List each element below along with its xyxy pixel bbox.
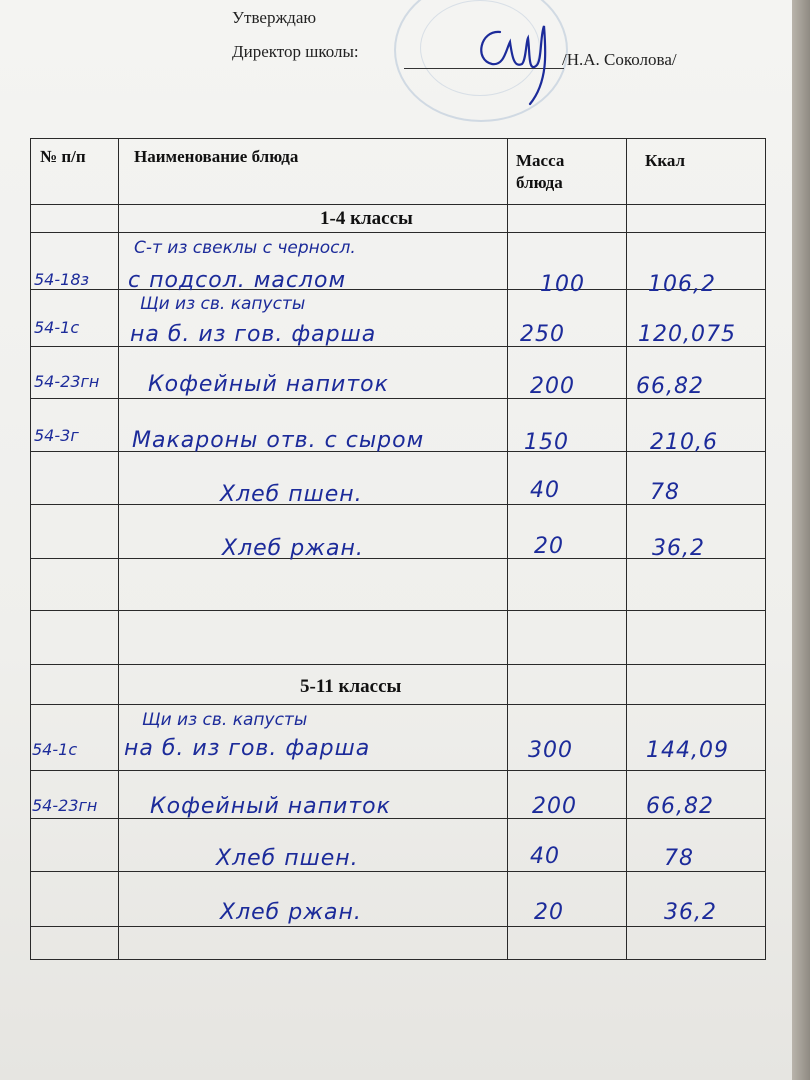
- dish-name: Макароны отв. с сыром: [132, 428, 425, 453]
- dish-name: Хлеб пшен.: [216, 846, 359, 871]
- dish-mass: 20: [534, 534, 564, 559]
- dish-mass: 20: [534, 900, 564, 925]
- dish-name-line2: с подсол. маслом: [128, 268, 347, 293]
- dish-code: 54-18з: [34, 270, 89, 289]
- row-line: [30, 610, 766, 611]
- dish-name: Хлеб ржан.: [222, 536, 364, 561]
- header-dish-name: Наименование блюда: [134, 147, 299, 166]
- approve-label: Утверждаю: [232, 8, 317, 27]
- director-label: Директор школы:: [232, 42, 359, 61]
- col-divider-mass: [626, 138, 627, 960]
- dish-mass: 40: [530, 844, 560, 869]
- row-line: [30, 232, 766, 233]
- dish-kcal: 78: [664, 846, 694, 871]
- dish-name: Хлеб пшен.: [220, 482, 363, 507]
- dish-kcal: 210,6: [650, 430, 718, 455]
- dish-mass: 100: [540, 272, 585, 297]
- dish-kcal: 120,075: [638, 322, 736, 347]
- row-line: [30, 704, 766, 705]
- dish-code: 54-23гн: [32, 796, 98, 815]
- dish-code: 54-3г: [34, 426, 79, 445]
- table-border-right: [765, 138, 766, 960]
- dish-name-line1: Щи из св. капусты: [142, 710, 308, 730]
- dish-kcal: 66,82: [646, 794, 714, 819]
- dish-code: 54-1с: [32, 740, 78, 759]
- dish-kcal: 78: [650, 480, 680, 505]
- dish-mass: 150: [524, 430, 569, 455]
- dish-name-line2: на б. из гов. фарша: [124, 736, 371, 761]
- row-line: [30, 770, 766, 771]
- dish-mass: 200: [530, 374, 575, 399]
- header-dish-mass: Масса блюда: [516, 151, 565, 192]
- dish-kcal: 36,2: [664, 900, 717, 925]
- dish-mass: 300: [528, 738, 573, 763]
- dish-name-line2: на б. из гов. фарша: [130, 322, 377, 347]
- section-title-grades-5-11: 5-11 классы: [300, 676, 402, 697]
- row-line: [30, 204, 766, 205]
- row-line: [30, 138, 766, 139]
- dish-kcal: 66,82: [636, 374, 704, 399]
- dish-mass: 40: [530, 478, 560, 503]
- dish-name: Кофейный напиток: [150, 794, 391, 819]
- section-title-grades-1-4: 1-4 классы: [320, 208, 413, 229]
- dish-code: 54-1с: [34, 318, 80, 337]
- row-line: [30, 926, 766, 927]
- dish-name: Кофейный напиток: [148, 372, 389, 397]
- dish-code: 54-23гн: [34, 372, 100, 391]
- dish-name-line1: С-т из свеклы с черносл.: [134, 238, 356, 258]
- table-border-left: [30, 138, 31, 960]
- header-kcal: Ккал: [645, 151, 686, 170]
- dish-mass: 250: [520, 322, 565, 347]
- dish-kcal: 106,2: [648, 272, 716, 297]
- header-number: № п/п: [40, 147, 86, 166]
- col-divider-num: [118, 138, 119, 960]
- row-line: [30, 664, 766, 665]
- dish-name: Хлеб ржан.: [220, 900, 362, 925]
- dish-kcal: 144,09: [646, 738, 729, 763]
- paper-edge-shadow: [792, 0, 810, 1080]
- dish-kcal: 36,2: [652, 536, 705, 561]
- director-name: /Н.А. Соколова/: [562, 50, 677, 69]
- col-divider-name: [507, 138, 508, 960]
- dish-mass: 200: [532, 794, 577, 819]
- director-signature: [470, 12, 570, 112]
- row-line: [30, 871, 766, 872]
- dish-name-line1: Щи из св. капусты: [140, 294, 306, 314]
- row-line: [30, 959, 766, 960]
